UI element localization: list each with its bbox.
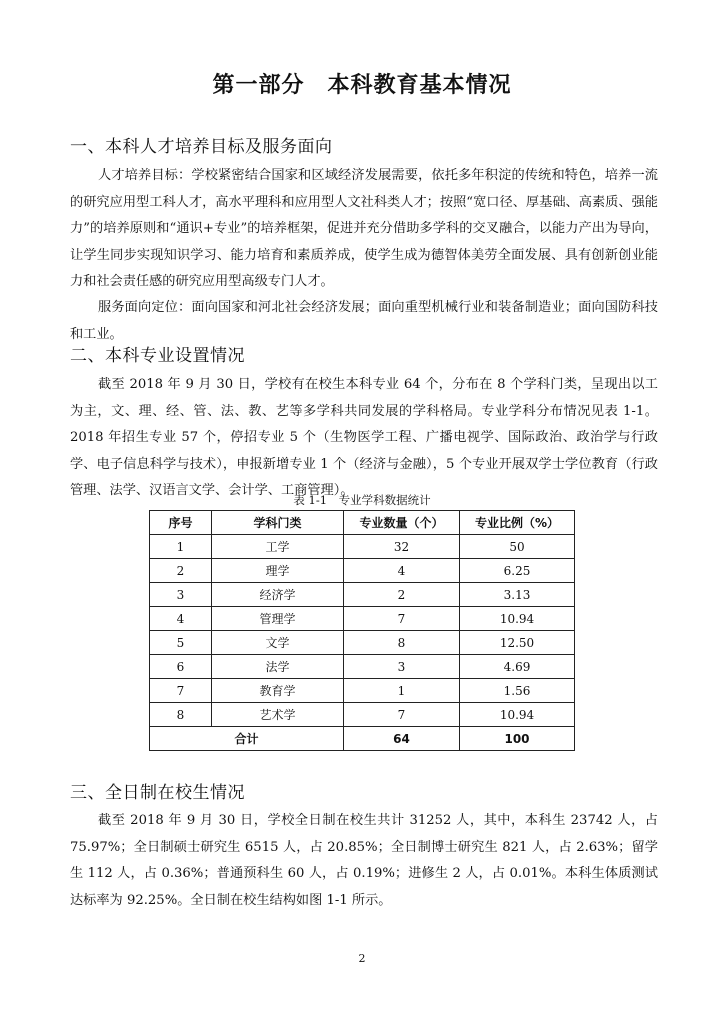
section3-heading: 三、全日制在校生情况	[70, 783, 245, 803]
table-row	[150, 583, 575, 607]
discipline-table	[149, 510, 575, 751]
cell-ratio: 12.50	[460, 631, 575, 655]
cell-ratio: 1.56	[460, 679, 575, 703]
section1-paragraph-service: 服务面向定位：面向国家和河北社会经济发展；面向重型机械行业和装备制造业；面向国防科技和工业。	[70, 300, 658, 342]
cell-count: 4	[344, 559, 460, 583]
cell-discipline: 教育学	[212, 679, 344, 703]
cell-ratio: 10.94	[460, 607, 575, 631]
cell-discipline: 艺术学	[212, 703, 344, 727]
cell-count: 7	[344, 607, 460, 631]
total-ratio: 100	[460, 727, 575, 751]
cell-discipline: 工学	[212, 535, 344, 559]
page-number: 2	[358, 952, 366, 965]
table-caption: 表 1-1 专业学科数据统计	[293, 493, 431, 507]
cell-count: 32	[344, 535, 460, 559]
section1-heading: 一、本科人才培养目标及服务面向	[70, 137, 333, 157]
section1-paragraph-goal: 人才培养目标：学校紧密结合国家和区域经济发展需要，依托多年积淀的传统和特色，培养一流的研究应用型工科人才，高水平理科和应用型人文社科类人才；按照“宽口径、厚基础、高素质、强能力”的培养原则和“通识+专业”的培养框架，促进并充分借助多学科的交叉融合，以能力产出为导向，让学生同步实现知识学习、能力培育和素质养成，使学生成为德智体美劳全面发展、具有创新创业能力和社会责任感的研究应用型高级专门人才。	[70, 168, 658, 289]
header-discipline: 学科门类	[212, 511, 344, 535]
cell-index: 1	[150, 535, 212, 559]
cell-index: 3	[150, 583, 212, 607]
cell-count: 8	[344, 631, 460, 655]
cell-count: 2	[344, 583, 460, 607]
cell-index: 5	[150, 631, 212, 655]
table-row	[150, 679, 575, 703]
cell-discipline: 管理学	[212, 607, 344, 631]
cell-index: 6	[150, 655, 212, 679]
table-total-row	[150, 727, 575, 751]
cell-index: 8	[150, 703, 212, 727]
cell-index: 2	[150, 559, 212, 583]
cell-ratio: 50	[460, 535, 575, 559]
table-header-row	[150, 511, 575, 535]
header-ratio: 专业比例（%）	[460, 511, 575, 535]
page-title: 第一部分 本科教育基本情况	[212, 73, 512, 98]
table-row	[150, 559, 575, 583]
cell-discipline: 理学	[212, 559, 344, 583]
cell-discipline: 文学	[212, 631, 344, 655]
table-row	[150, 607, 575, 631]
section2-heading: 二、本科专业设置情况	[70, 346, 245, 366]
cell-ratio: 3.13	[460, 583, 575, 607]
table-row	[150, 535, 575, 559]
section3-paragraph: 截至 2018 年 9 月 30 日，学校全日制在校生共计 31252 人，其中，本科生 23742 人，占 75.97%；全日制硕士研究生 6515 人，占 20.85%；全日制博士研究生 821 人，占 2.63%；留学生 112 人，占 0.36%；普通预科生 60 人，占 0.19%；进修生 2 人，占 0.01%。本科生体质测试达标率为 92.25%。全日制在校生结构如图 1-1 所示。	[70, 813, 658, 908]
total-label: 合计	[150, 727, 344, 751]
header-index: 序号	[150, 511, 212, 535]
table-row	[150, 655, 575, 679]
table-row	[150, 703, 575, 727]
cell-ratio: 4.69	[460, 655, 575, 679]
cell-discipline: 法学	[212, 655, 344, 679]
header-count: 专业数量（个）	[344, 511, 460, 535]
cell-count: 3	[344, 655, 460, 679]
cell-index: 7	[150, 679, 212, 703]
cell-discipline: 经济学	[212, 583, 344, 607]
cell-ratio: 6.25	[460, 559, 575, 583]
section2-paragraph: 截至 2018 年 9 月 30 日，学校有在校生本科专业 64 个，分布在 8 个学科门类，呈现出以工为主，文、理、经、管、法、教、艺等多学科共同发展的学科格局。专业学科分布情况见表 1-1。2018 年招生专业 57 个，停招专业 5 个（生物医学工程、广播电视学、国际政治、政治学与行政学、电子信息科学与技术），申报新增专业 1 个（经济与金融），5 个专业开展双学士学位教育（行政管理、法学、汉语言文学、会计学、工商管理）。	[70, 377, 658, 498]
cell-count: 1	[344, 679, 460, 703]
cell-ratio: 10.94	[460, 703, 575, 727]
table-row	[150, 631, 575, 655]
cell-count: 7	[344, 703, 460, 727]
cell-index: 4	[150, 607, 212, 631]
total-count: 64	[344, 727, 460, 751]
